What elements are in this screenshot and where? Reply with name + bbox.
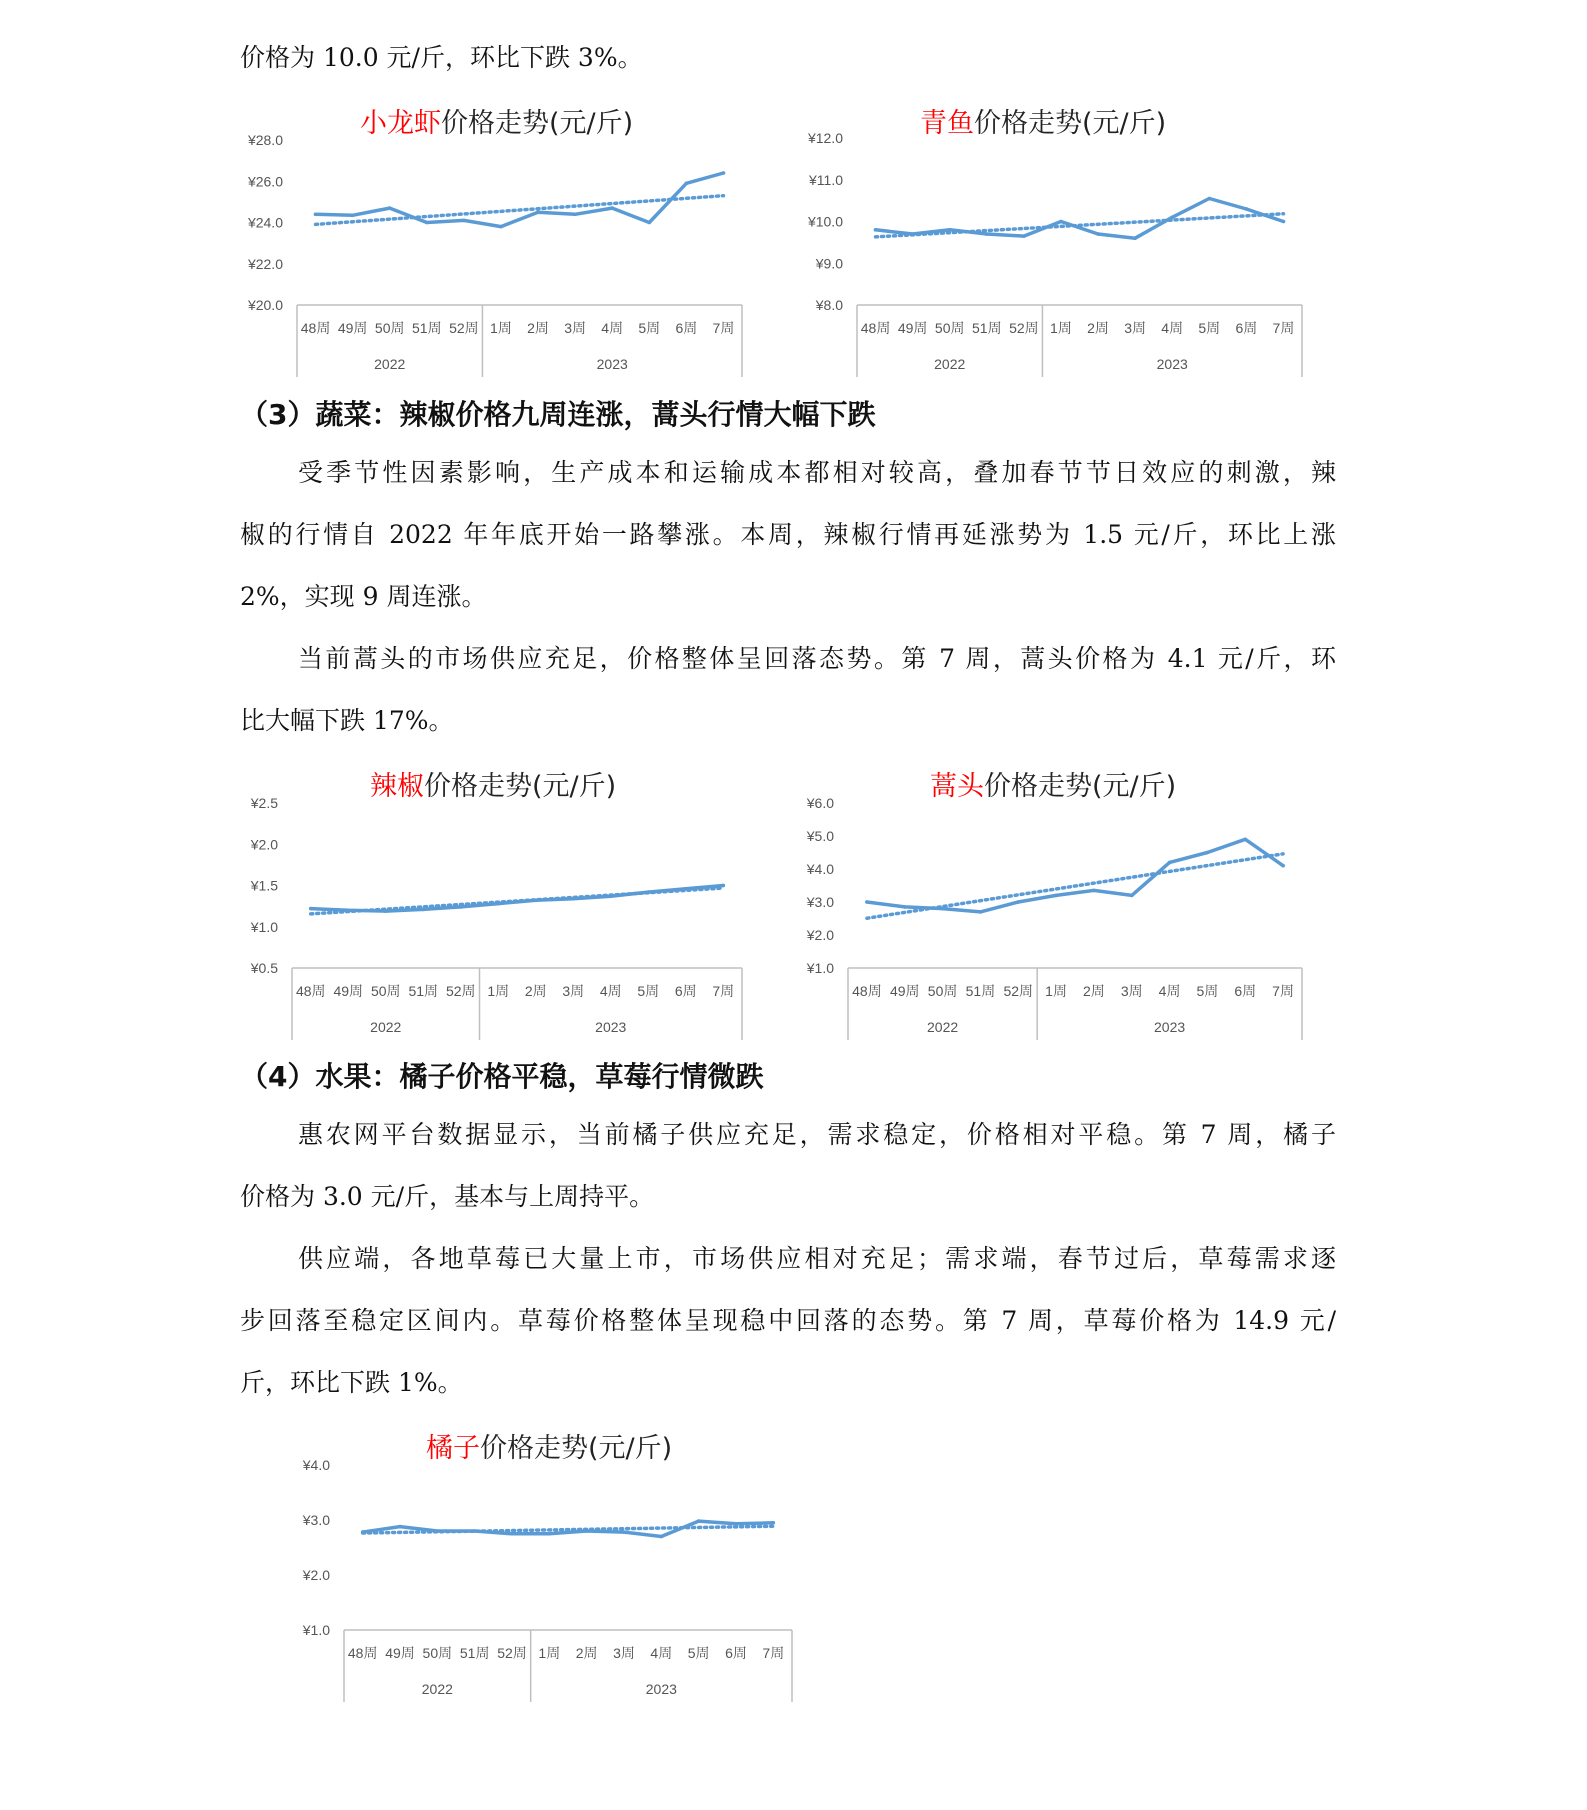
paragraph-line: 供应端，各地草莓已大量上市，市场供应相对充足；需求端，春节过后，草莓需求逐 — [298, 1244, 1336, 1273]
x-tick-label: 48周 — [860, 320, 891, 336]
data-point — [1016, 900, 1020, 904]
x-tick-label: 3周 — [562, 983, 585, 999]
chart-title-highlight: 青鱼 — [920, 108, 974, 139]
data-point — [499, 225, 503, 229]
x-tick-label: 4周 — [601, 320, 624, 336]
x-tick-label: 6周 — [1234, 983, 1257, 999]
x-tick-label: 3周 — [613, 1645, 635, 1661]
chart-title — [930, 771, 1176, 802]
x-tick-label: 52周 — [1003, 983, 1034, 999]
chart-title — [360, 108, 633, 139]
data-point — [346, 908, 350, 912]
data-point — [1207, 197, 1211, 201]
data-point — [979, 910, 983, 914]
data-point — [1130, 894, 1134, 898]
x-tick-label: 2周 — [1087, 320, 1109, 336]
data-point — [384, 909, 388, 913]
black-carp-price-chart — [790, 100, 1310, 384]
y-tick-label: ¥22.0 — [247, 255, 283, 272]
line-chart — [790, 100, 1310, 380]
section-heading-vegetables: （3）蔬菜：辣椒价格九周连涨，蒿头行情大幅下跌 — [240, 398, 876, 431]
y-tick-label: ¥2.0 — [250, 836, 278, 853]
data-point — [573, 212, 577, 216]
paragraph-line: 步回落至稳定区间内。草莓价格整体呈现稳中回落的态势。第 7 周，草莓价格为 14.9 元/ — [240, 1306, 1336, 1335]
data-point — [874, 228, 878, 232]
garlic-stalk-price-chart — [790, 763, 1310, 1047]
x-group-label: 2022 — [934, 356, 966, 372]
y-tick-label: ¥26.0 — [247, 173, 283, 190]
data-point — [361, 1530, 365, 1534]
y-tick-label: ¥1.0 — [250, 918, 278, 935]
x-tick-label: 2周 — [575, 1645, 598, 1661]
chart-title-rest: 价格走势(元/斤) — [424, 771, 617, 802]
x-tick-label: 1周 — [1050, 320, 1072, 336]
data-point — [436, 1529, 440, 1533]
x-tick-label: 5周 — [637, 983, 660, 999]
x-group-label: 2023 — [1156, 356, 1188, 372]
data-point — [510, 1532, 514, 1536]
x-tick-label: 50周 — [370, 983, 401, 999]
data-point — [722, 171, 726, 175]
x-tick-label: 51周 — [408, 983, 439, 999]
x-tick-label: 3周 — [564, 320, 587, 336]
y-tick-label: ¥20.0 — [247, 297, 283, 313]
x-tick-label: 49周 — [333, 983, 364, 999]
y-tick-label: ¥4.0 — [302, 1457, 330, 1473]
data-point — [985, 232, 989, 236]
x-group-label: 2023 — [645, 1681, 677, 1697]
data-point — [1096, 232, 1100, 236]
data-point — [1206, 851, 1210, 855]
data-point — [941, 907, 945, 911]
paragraph-line: 当前蒿头的市场供应充足，价格整体呈回落态势。第 7 周，蒿头价格为 4.1 元/斤，环 — [298, 644, 1336, 673]
series-line — [311, 886, 724, 912]
x-tick-label: 1周 — [1045, 983, 1067, 999]
line-chart — [790, 763, 1310, 1043]
y-tick-label: ¥2.0 — [806, 927, 834, 943]
x-tick-label: 52周 — [1009, 320, 1039, 336]
y-tick-label: ¥2.5 — [250, 795, 278, 811]
x-tick-label: 52周 — [449, 320, 479, 336]
chart-title — [920, 108, 1166, 139]
x-tick-label: 5周 — [638, 320, 661, 336]
x-tick-label: 3周 — [1124, 320, 1147, 336]
data-point — [684, 887, 688, 891]
data-point — [459, 905, 463, 909]
x-tick-label: 4周 — [650, 1645, 673, 1661]
x-tick-label: 48周 — [852, 983, 882, 999]
y-tick-label: ¥11.0 — [809, 171, 843, 188]
x-tick-label: 51周 — [459, 1645, 490, 1661]
x-tick-label: 52周 — [445, 983, 476, 999]
trendline — [876, 214, 1284, 237]
y-tick-label: ¥4.0 — [806, 861, 834, 877]
data-point — [903, 905, 907, 909]
data-point — [1245, 207, 1249, 211]
series-line — [867, 839, 1283, 912]
chart-title-highlight: 辣椒 — [370, 771, 424, 802]
y-tick-label: ¥10.0 — [807, 213, 843, 230]
data-point — [1054, 894, 1058, 898]
x-tick-label: 6周 — [1235, 320, 1258, 336]
x-tick-label: 5周 — [1198, 320, 1221, 336]
data-point — [646, 890, 650, 894]
y-tick-label: ¥3.0 — [302, 1512, 330, 1528]
paragraph-line: 椒的行情自 2022 年年底开始一路攀涨。本周，辣椒行情再延涨势为 1.5 元/斤，环比上涨 — [240, 520, 1336, 549]
x-tick-label: 4周 — [1161, 320, 1184, 336]
paragraph-line: 受季节性因素影响，生产成本和运输成本都相对较高，叠加春节节日效应的刺激，辣 — [298, 458, 1336, 487]
y-tick-label: ¥8.0 — [815, 297, 843, 313]
x-tick-label: 49周 — [385, 1645, 415, 1661]
x-tick-label: 7周 — [762, 1645, 785, 1661]
x-tick-label: 7周 — [1272, 320, 1295, 336]
data-point — [425, 221, 429, 225]
data-point — [473, 1529, 477, 1533]
data-point — [772, 1521, 776, 1525]
data-point — [548, 1532, 552, 1536]
x-tick-label: 50周 — [374, 320, 405, 336]
paragraph-line: 斤，环比下跌 1%。 — [240, 1368, 463, 1397]
x-tick-label: 49周 — [337, 320, 368, 336]
y-tick-label: ¥2.0 — [302, 1567, 330, 1583]
x-group-label: 2022 — [421, 1681, 453, 1697]
crayfish-price-chart — [230, 100, 750, 384]
data-point — [388, 206, 392, 210]
data-point — [534, 899, 538, 903]
chart-title-highlight: 蒿头 — [930, 771, 984, 802]
chart-title-rest: 价格走势(元/斤) — [480, 1433, 673, 1464]
data-point — [721, 884, 725, 888]
data-point — [1168, 861, 1172, 865]
y-tick-label: ¥28.0 — [247, 132, 283, 148]
data-point — [585, 1529, 589, 1533]
x-tick-label: 2周 — [527, 320, 549, 336]
data-point — [1022, 234, 1026, 238]
x-tick-label: 49周 — [897, 320, 928, 336]
chart-title — [370, 771, 616, 802]
y-tick-label: ¥6.0 — [806, 795, 834, 811]
data-point — [536, 210, 540, 214]
x-group-label: 2022 — [374, 356, 406, 372]
data-point — [622, 1530, 626, 1534]
data-point — [496, 902, 500, 906]
x-tick-label: 5周 — [687, 1645, 710, 1661]
orange-price-chart — [280, 1425, 800, 1709]
x-tick-label: 49周 — [889, 983, 920, 999]
x-tick-label: 52周 — [497, 1645, 527, 1661]
line-chart — [280, 1425, 800, 1705]
x-tick-label: 4周 — [599, 983, 622, 999]
x-tick-label: 1周 — [538, 1645, 561, 1661]
data-point — [1092, 889, 1096, 893]
paragraph-line: 价格为 3.0 元/斤，基本与上周持平。 — [240, 1182, 655, 1211]
data-point — [697, 1519, 701, 1523]
y-tick-label: ¥3.0 — [806, 894, 834, 910]
data-point — [948, 228, 952, 232]
paragraph-line: 比大幅下跌 17%。 — [240, 706, 454, 735]
y-tick-label: ¥1.0 — [302, 1622, 330, 1638]
y-tick-label: ¥9.0 — [815, 255, 843, 272]
data-point — [685, 182, 689, 186]
x-tick-label: 4周 — [1158, 983, 1181, 999]
x-tick-label: 48周 — [295, 983, 326, 999]
y-tick-label: ¥0.5 — [250, 960, 278, 976]
y-tick-label: ¥24.0 — [247, 214, 283, 231]
x-tick-label: 2周 — [1083, 983, 1105, 999]
y-tick-label: ¥1.0 — [806, 960, 834, 976]
x-tick-label: 5周 — [1196, 983, 1219, 999]
text-line: 价格为 10.0 元/斤，环比下跌 3%。 — [240, 43, 643, 72]
paragraph-line: 2%，实现 9 周连涨。 — [240, 582, 487, 611]
x-group-label: 2023 — [595, 1019, 627, 1035]
data-point — [351, 213, 355, 217]
data-point — [1059, 220, 1063, 224]
section-heading-fruit: （4）水果：橘子价格平稳，草莓行情微跌 — [240, 1060, 764, 1093]
x-tick-label: 50周 — [934, 320, 965, 336]
x-group-label: 2022 — [927, 1019, 959, 1035]
chart-title — [426, 1433, 672, 1464]
x-tick-label: 51周 — [965, 983, 996, 999]
x-tick-label: 51周 — [972, 320, 1002, 336]
x-tick-label: 1周 — [487, 983, 510, 999]
x-tick-label: 50周 — [422, 1645, 453, 1661]
data-point — [1133, 236, 1137, 240]
data-point — [609, 894, 613, 898]
data-point — [421, 908, 425, 912]
x-tick-label: 48周 — [347, 1645, 378, 1661]
line-chart — [230, 100, 750, 380]
data-point — [734, 1522, 738, 1526]
y-tick-label: ¥1.5 — [250, 877, 278, 894]
x-tick-label: 6周 — [725, 1645, 747, 1661]
data-point — [1281, 864, 1285, 868]
x-tick-label: 51周 — [412, 320, 442, 336]
x-tick-label: 6周 — [675, 320, 698, 336]
data-point — [647, 221, 651, 225]
chart-title-rest: 价格走势(元/斤) — [441, 108, 634, 139]
chart-title-highlight: 橘子 — [426, 1433, 480, 1464]
data-point — [1282, 220, 1286, 224]
y-tick-label: ¥12.0 — [807, 130, 843, 146]
x-group-label: 2022 — [370, 1019, 402, 1035]
y-tick-label: ¥5.0 — [806, 828, 834, 844]
data-point — [571, 897, 575, 901]
x-tick-label: 7周 — [1272, 983, 1294, 999]
x-group-label: 2023 — [596, 356, 628, 372]
data-point — [462, 219, 466, 223]
data-point — [398, 1525, 402, 1529]
chart-title-rest: 价格走势(元/斤) — [984, 771, 1177, 802]
paragraph-line: 惠农网平台数据显示，当前橘子供应充足，需求稳定，价格相对平稳。第 7 周，橘子 — [298, 1120, 1336, 1149]
data-point — [610, 206, 614, 210]
data-point — [911, 232, 915, 236]
x-tick-label: 2周 — [524, 983, 547, 999]
data-point — [309, 907, 313, 911]
x-tick-label: 50周 — [927, 983, 958, 999]
x-tick-label: 3周 — [1120, 983, 1143, 999]
data-point — [1243, 838, 1247, 842]
line-chart — [230, 763, 750, 1043]
x-tick-label: 48周 — [300, 320, 331, 336]
x-tick-label: 6周 — [674, 983, 697, 999]
data-point — [1170, 216, 1174, 220]
chili-price-chart — [230, 763, 750, 1047]
x-tick-label: 7周 — [712, 983, 735, 999]
x-group-label: 2023 — [1154, 1019, 1186, 1035]
data-point — [865, 900, 869, 904]
chart-title-rest: 价格走势(元/斤) — [974, 108, 1167, 139]
data-point — [314, 212, 318, 216]
x-tick-label: 1周 — [490, 320, 512, 336]
x-tick-label: 7周 — [712, 320, 735, 336]
data-point — [660, 1535, 664, 1539]
chart-title-highlight: 小龙虾 — [360, 108, 441, 139]
